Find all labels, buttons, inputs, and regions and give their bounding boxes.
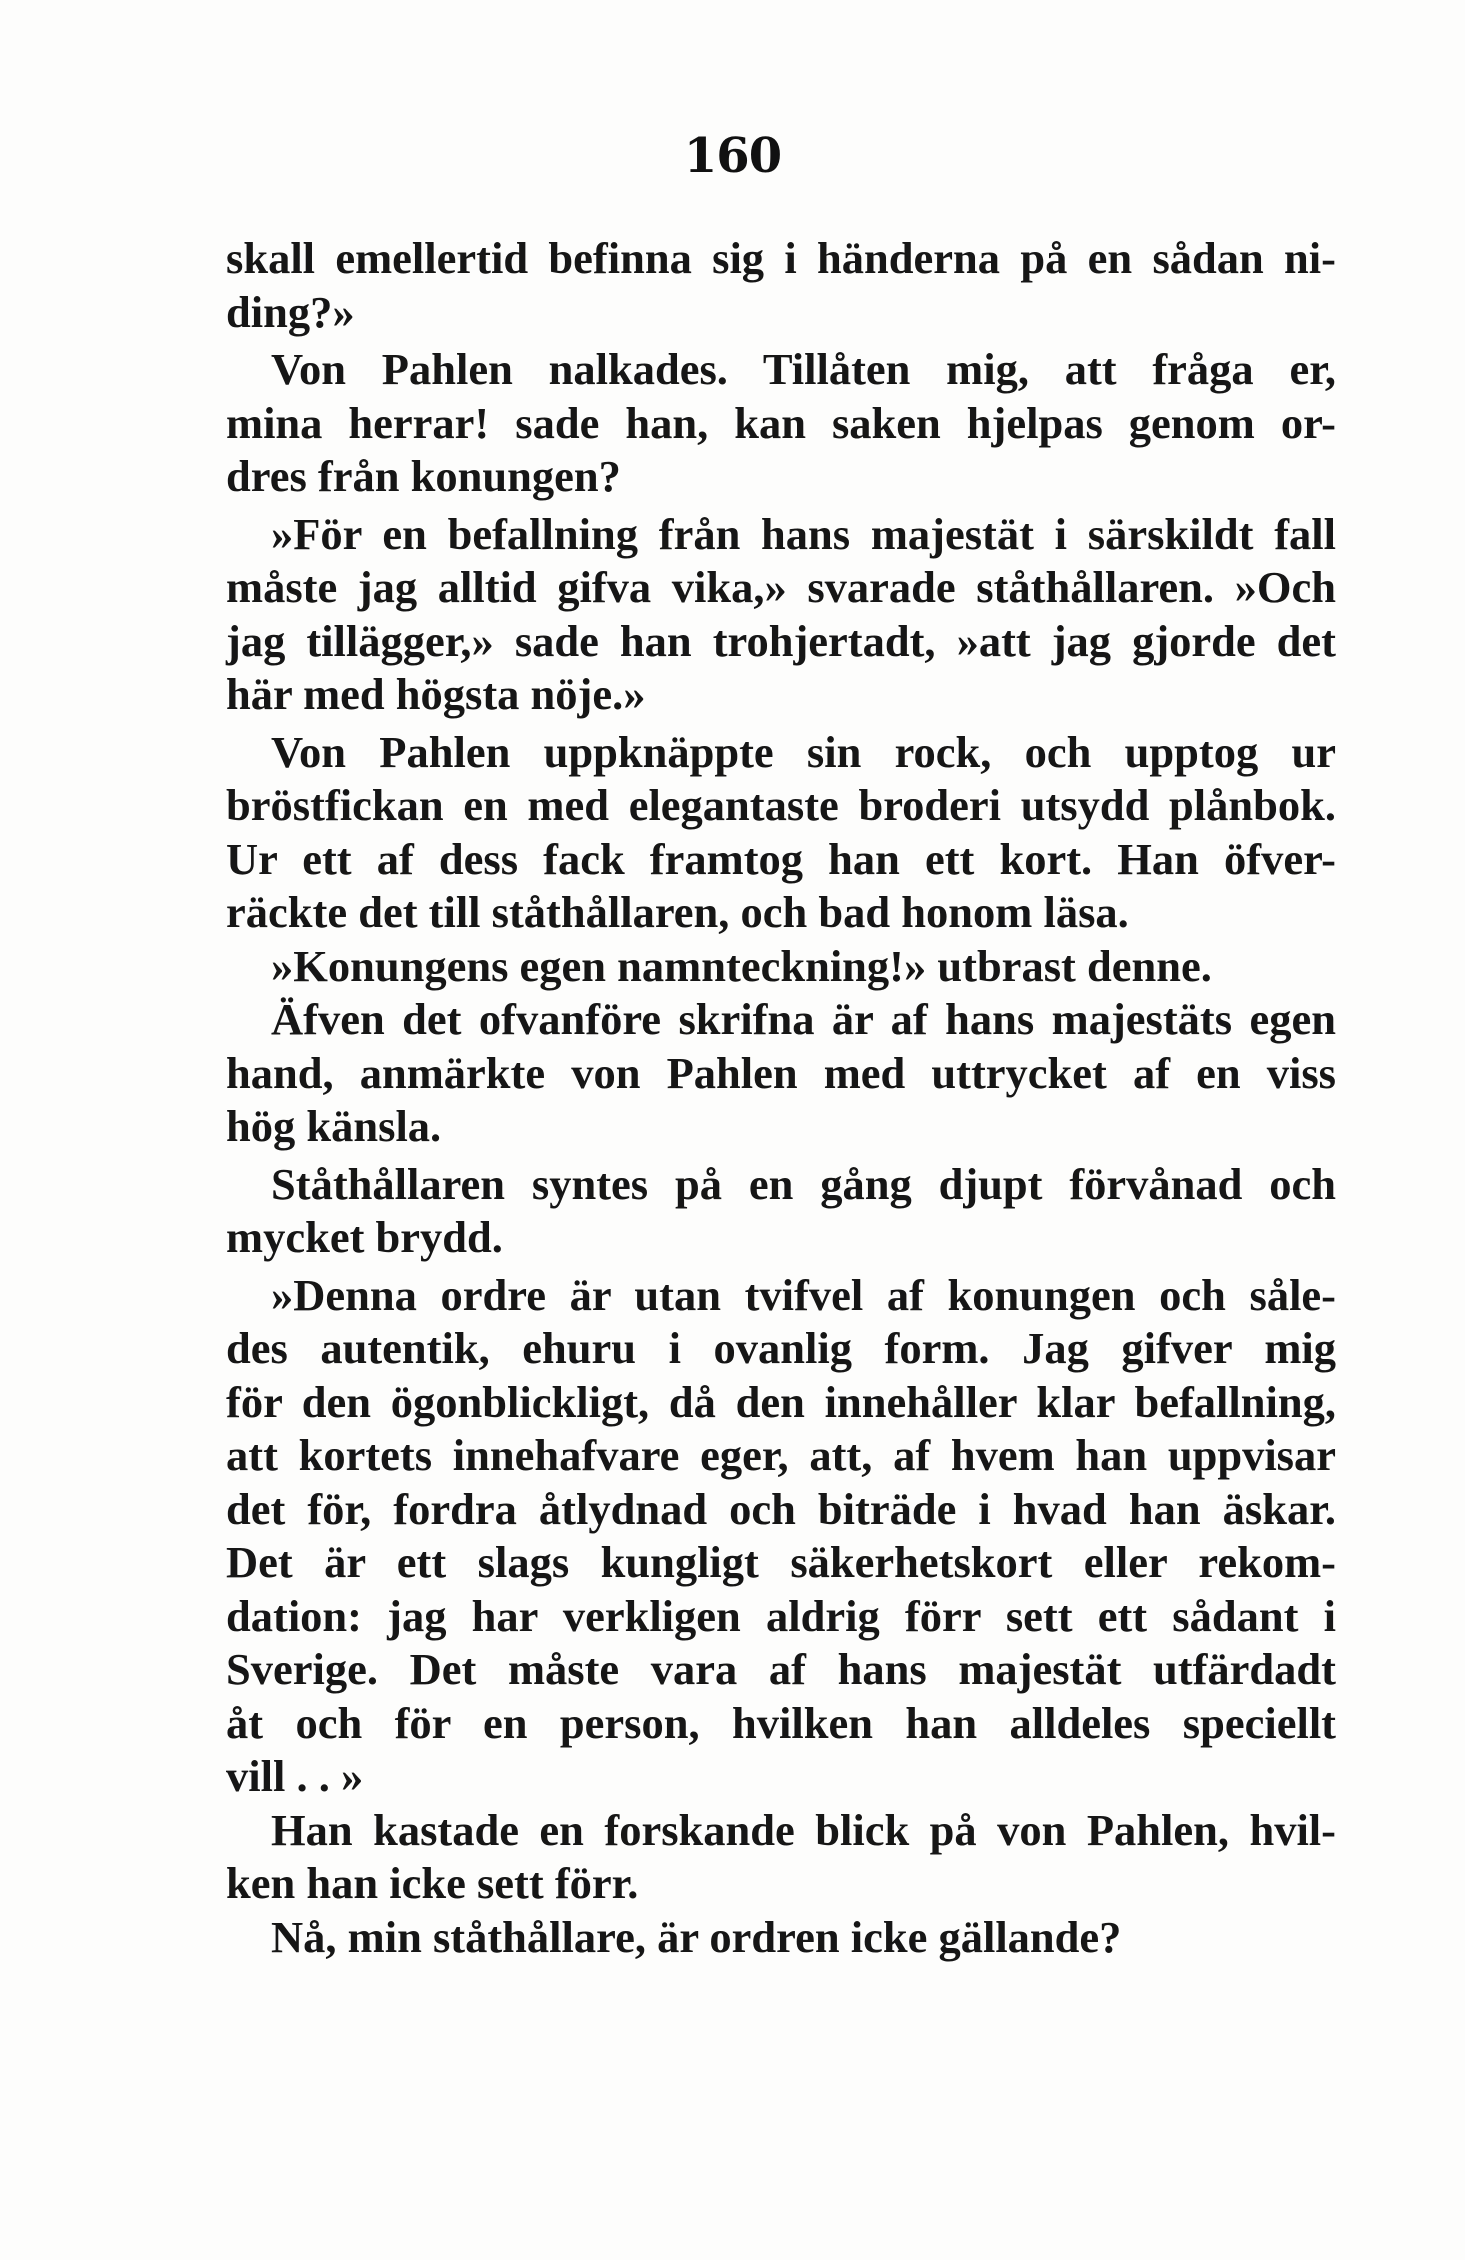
text-line: Ur ett af dess fack framtog han ett kort. Han öfver- [226,833,1336,884]
text-line: ding?» [226,286,355,337]
paragraph [226,1911,1336,1965]
text-line: Ståthållaren syntes på en gång djupt förvånad och [271,1158,1336,1209]
text-line: bröstfickan en med elegantaste broderi utsydd plånbok. [226,780,1336,830]
text-line: vill . . » [226,1751,364,1801]
text-line: dres från konungen? [226,451,621,501]
text-line: Äfven det ofvanföre skrifna är af hans majestäts egen [271,994,1336,1044]
text-line: måste jag alltid gifva vika,» svarade ståthållaren. »Och [226,562,1336,612]
text-line: mina herrar! sade han, kan saken hjelpas genom or- [226,397,1336,448]
text-line: ken han icke sett förr. [226,1858,639,1908]
text-line: mycket brydd. [226,1212,503,1262]
text-line: för den ögonblickligt, då den innehåller klar befallning, [226,1376,1336,1427]
paragraph [226,940,1336,994]
text-line: räckte det till ståthållaren, och bad honom läsa. [226,887,1129,937]
paragraph [226,1269,1336,1804]
page-number: 160 [683,128,782,184]
text-line: »För en befallning från hans majestät i särskildt fall [271,508,1336,559]
paragraph [226,726,1336,940]
text-line: Nå, min ståthållare, är ordren icke gällande? [271,1911,1122,1962]
paragraph [226,1158,1336,1265]
paragraph [226,993,1336,1154]
paragraph [226,1804,1336,1911]
text-line: Sverige. Det måste vara af hans majestät utfärdadt [226,1644,1336,1694]
paragraph [226,232,1336,339]
text-line: dation: jag har verkligen aldrig förr sett ett sådant i [226,1590,1336,1641]
text-line: Von Pahlen uppknäppte sin rock, och upptog ur [271,726,1336,777]
text-line: åt och för en person, hvilken han alldeles speciellt [226,1697,1336,1748]
text-line: här med högsta nöje.» [226,669,646,719]
body-text [226,232,1336,1964]
text-line: att kortets innehafvare eger, att, af hvem han uppvisar [226,1430,1336,1480]
text-line: des autentik, ehuru i ovanlig form. Jag gifver mig [226,1323,1336,1373]
text-line: hand, anmärkte von Pahlen med uttrycket af en viss [226,1047,1336,1098]
text-line: Han kastade en forskande blick på von Pahlen, hvil- [271,1804,1336,1855]
paragraph [226,343,1336,504]
text-line: det för, fordra åtlydnad och biträde i hvad han äskar. [226,1483,1336,1534]
text-line: jag tillägger,» sade han trohjertadt, »att jag gjorde det [226,615,1336,666]
text-line: »Konungens egen namnteckning!» utbrast denne. [271,940,1212,991]
text-line: hög känsla. [226,1101,442,1151]
text-line: skall emellertid befinna sig i händerna på en sådan ni- [226,233,1336,283]
paragraph [226,508,1336,722]
text-line: Det är ett slags kungligt säkerhetskort eller rekom- [226,1537,1336,1587]
text-line: Von Pahlen nalkades. Tillåten mig, att fråga er, [271,344,1336,394]
text-line: »Denna ordre är utan tvifvel af konungen och såle- [271,1269,1336,1320]
